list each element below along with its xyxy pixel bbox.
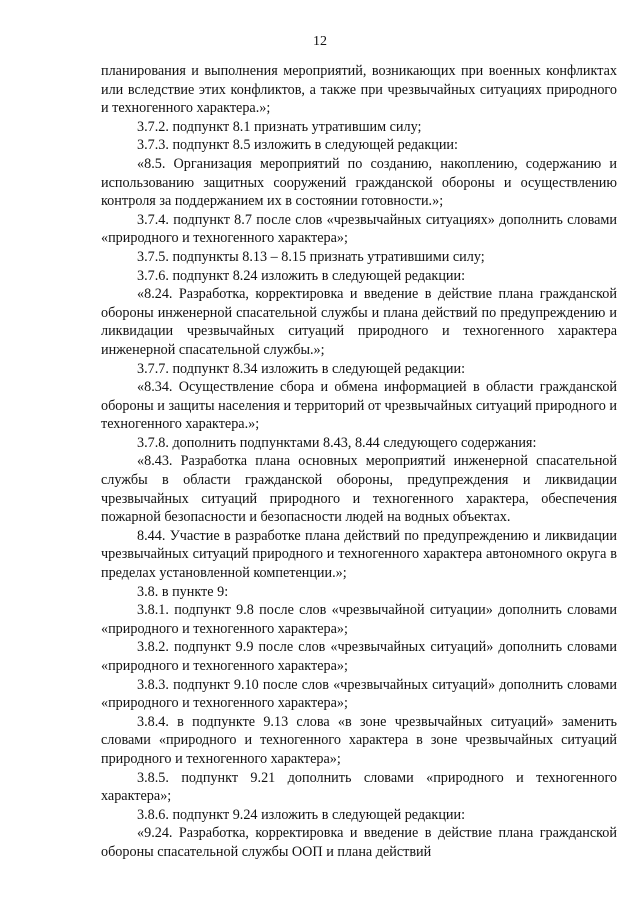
paragraph: 3.7.8. дополнить подпунктами 8.43, 8.44 следующего содержания: (137, 434, 537, 451)
paragraph: 3.8.1. подпункт 9.8 после слов «чрезвычайной ситуации» дополнить словами «природного и техногенного характера»; (101, 602, 617, 637)
paragraph: 3.8. в пункте 9: (137, 583, 229, 600)
paragraph: «8.43. Разработка плана основных мероприятий инженерной спасательной службы в области гражданской обороны, предупреждения и ликвидации чрезвычайных ситуаций природного и техногенного характера, обеспечения пожарной безопасности и безопасности людей на водных объектах. (101, 453, 617, 526)
paragraph: 3.8.6. подпункт 9.24 изложить в следующей редакции: (137, 806, 466, 823)
paragraph: «8.34. Осуществление сбора и обмена информацией в области гражданской обороны и защиты населения и территорий от чрезвычайных ситуаций природного и техногенного характера.»; (101, 379, 617, 433)
paragraph: «8.5. Организация мероприятий по созданию, накоплению, содержанию и использованию защитных сооружений гражданской обороны и осуществлению контроля за поддержанием их в состоянии готовности.»; (101, 155, 617, 210)
paragraph: 3.8.2. подпункт 9.9 после слов «чрезвычайных ситуаций» дополнить словами «природного и техногенного характера»; (101, 639, 617, 674)
paragraph: 3.7.7. подпункт 8.34 изложить в следующей редакции: (137, 360, 466, 377)
page-number: 12 (313, 34, 327, 49)
paragraph: планирования и выполнения мероприятий, возникающих при военных конфликтах или вследствие этих конфликтов, а также при чрезвычайных ситуациях природного и техногенного характера.»; (101, 63, 617, 117)
paragraph: 3.7.4. подпункт 8.7 после слов «чрезвычайных ситуациях» дополнить словами «природного и техногенного характера»; (101, 211, 617, 247)
paragraph: 3.7.3. подпункт 8.5 изложить в следующей редакции: (137, 137, 458, 154)
paragraph: 3.7.6. подпункт 8.24 изложить в следующей редакции: (137, 267, 466, 284)
paragraph: «8.24. Разработка, корректировка и введение в действие плана гражданской обороны инженерной спасательной службы и плана действий по предупреждению и ликвидации чрезвычайных ситуаций природного и техногенного характера инженерной спасательной службы.»; (101, 286, 617, 358)
paragraph: «9.24. Разработка, корректировка и введение в действие плана гражданской обороны спасательной службы ООП и плана действий (101, 825, 617, 860)
paragraph: 3.8.5. подпункт 9.21 дополнить словами «природного и техногенного характера»; (101, 769, 617, 805)
paragraph: 3.8.4. в подпункте 9.13 слова «в зоне чрезвычайных ситуаций» заменить словами «природного и техногенного характера в зоне чрезвычайных ситуаций природного и техногенного характера»; (101, 713, 617, 767)
paragraph: 3.8.3. подпункт 9.10 после слов «чрезвычайных ситуаций» дополнить словами «природного и техногенного характера»; (101, 676, 617, 712)
document-body (101, 62, 617, 862)
paragraph: 3.7.5. подпункты 8.13 – 8.15 признать утратившими силу; (137, 248, 485, 265)
paragraph: 3.7.2. подпункт 8.1 признать утратившим силу; (137, 118, 422, 135)
paragraph: 8.44. Участие в разработке плана действий по предупреждению и ликвидации чрезвычайных ситуаций природного и техногенного характера автономного округа в пределах установленной компетенции.»; (101, 527, 617, 582)
